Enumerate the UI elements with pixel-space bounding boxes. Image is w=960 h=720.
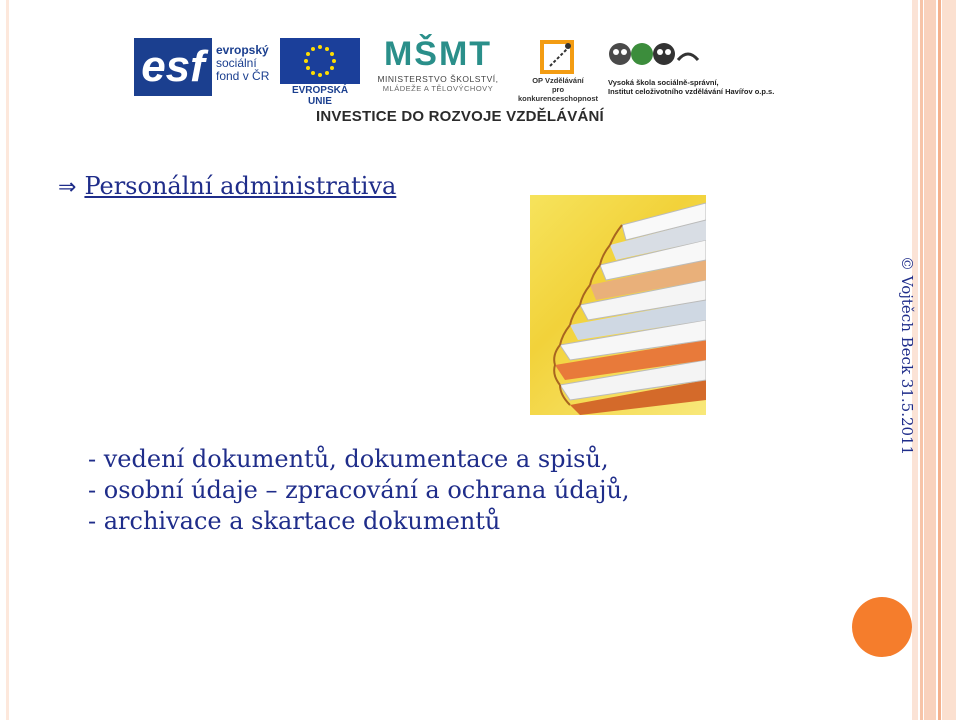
implies-arrow-icon: ⇒ bbox=[58, 175, 77, 200]
vs-line2: Institut celoživotního vzdělávání Havířov o.p.s. bbox=[608, 87, 775, 96]
op-logo bbox=[512, 36, 604, 103]
orange-circle-decoration bbox=[852, 597, 912, 657]
vs-line1: Vysoká škola sociálně-správní, bbox=[608, 78, 719, 87]
op-line1: OP Vzdělávání bbox=[532, 76, 584, 85]
slide-heading bbox=[58, 172, 396, 200]
vs-logo bbox=[608, 38, 788, 102]
bullet-list bbox=[88, 444, 630, 537]
op-line2: pro konkurenceschopnost bbox=[517, 85, 599, 103]
msmt-line2: MLÁDEŽE A TĚLOVÝCHOVY bbox=[382, 84, 494, 93]
bullet-item: - archivace a skartace dokumentů bbox=[88, 507, 501, 535]
msmt-mark: MŠMT bbox=[383, 35, 493, 73]
esf-mark: esf bbox=[134, 38, 212, 96]
msmt-logo bbox=[368, 34, 508, 100]
esf-logo bbox=[134, 38, 272, 98]
left-decorative-line bbox=[6, 0, 9, 720]
copyright-date-text: © Vojtěch Beck 31.5.2011 bbox=[898, 256, 916, 456]
op-logo-icon bbox=[530, 36, 586, 76]
eu-flag-icon bbox=[280, 38, 360, 84]
owl-icon bbox=[608, 38, 788, 78]
eu-logo bbox=[280, 38, 360, 107]
bullet-item: - osobní údaje – zpracování a ochrana údajů, bbox=[88, 476, 630, 504]
notebook-stack-icon bbox=[554, 203, 706, 415]
notebooks-photo bbox=[530, 195, 706, 415]
esf-text bbox=[216, 44, 276, 83]
heading-text: Personální administrativa bbox=[84, 172, 397, 200]
msmt-line1: MINISTERSTVO ŠKOLSTVÍ, bbox=[377, 74, 499, 84]
esf-line2: sociální bbox=[216, 56, 257, 70]
side-caption bbox=[896, 256, 920, 456]
eu-label: EVROPSKÁ UNIE bbox=[291, 85, 349, 107]
esf-line1: evropský bbox=[216, 43, 269, 57]
bullet-item: - vedení dokumentů, dokumentace a spisů, bbox=[88, 445, 609, 473]
slogan: INVESTICE DO ROZVOJE VZDĚLÁVÁNÍ bbox=[316, 108, 604, 125]
esf-line3: fond v ČR bbox=[216, 69, 270, 83]
